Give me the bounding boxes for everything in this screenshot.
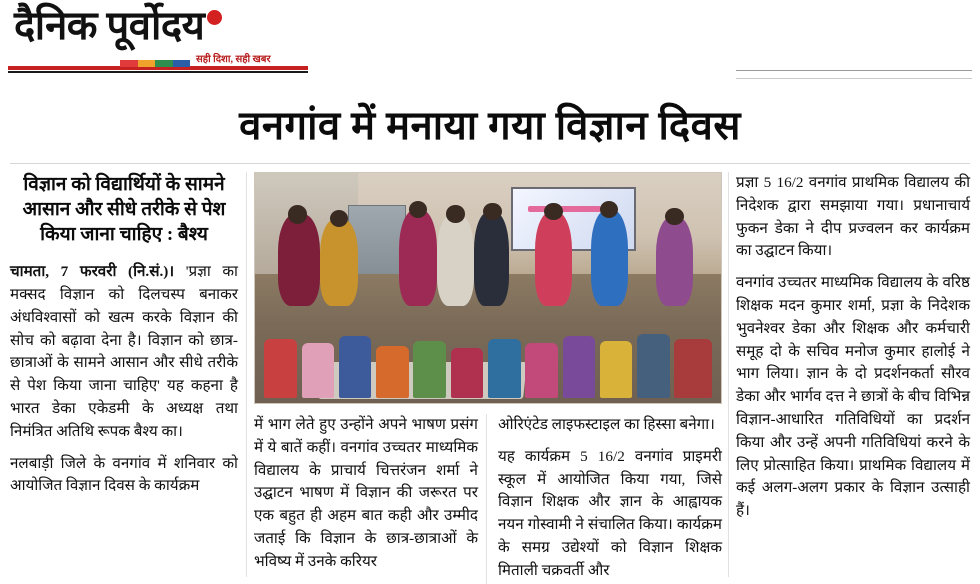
photo-child [451,348,484,399]
photo-person-head [544,203,563,220]
article-body [10,172,970,577]
photo-person-head [446,205,465,222]
masthead [0,0,980,72]
photo-child [339,336,372,398]
photo-person-head [665,208,684,225]
article-subheading: विज्ञान को विद्यार्थियों के सामने आसान और सीधे तरीके से पेश किया जाना चाहिए : बैश्य [22,174,226,246]
lede-text: 'प्रज्ञा का मक्सद विज्ञान को दिलचस्प बनाकर अंधविश्वासों को खत्म करके विज्ञान की सोच को बढ़ावा देना है। विज्ञान को छात्र-छात्राओं के सामने आसान और सीधे तरीके से पेश किया जाना चाहिए' यह कहना है भारत डेका एकेडमी के अध्यक्ष तथा निमंत्रित अतिथि रूपक बैश्य का। [10,263,238,440]
photo-person-head [288,205,308,223]
photo-child [600,341,633,399]
photo-child [525,343,558,398]
masthead-right-rule-secondary [736,78,972,79]
masthead-black-rule [8,71,308,73]
photo-child [264,339,297,399]
headline-divider [10,163,970,164]
logo-dot-icon [207,10,222,25]
photo-child [413,341,446,399]
mid-paragraph-a: में भाग लेते हुए उन्होंने अपने भाषण प्रसंग में ये बातें कहीं। वनगांव उच्चतर माध्यमिक विद्यालय के प्राचार्य चित्तरंजन शर्मा ने उद्घाटन भाषण में विज्ञान की जरूरत पर एक बहुत ही अहम बात कही और उम्मीद जताई कि विज्ञान के छात्र-छात्राओं के भविष्य में उनके करियर [254,416,478,570]
masthead-tagline: सही दिशा, सही खबर [196,54,271,65]
masthead-color-swatches [120,60,190,67]
photo-child [488,339,521,399]
photo-child [302,343,335,398]
column-divider-left [246,172,247,577]
photo-person [278,214,320,306]
photo-person [437,214,474,306]
photo-person [474,212,509,306]
column-divider-right [728,172,729,577]
photo-person [591,210,628,307]
article-lede [10,261,238,443]
photo-person [320,219,357,306]
newspaper-logo-text: दैनिक पूर्वोदय [14,3,205,48]
mid-paragraph-b: ओरिएंटेड लाइफस्टाइल का हिस्सा बनेगा। [498,416,715,433]
right-paragraph-1: प्रज्ञा 5 16/2 वनगांव प्राथमिक विद्यालय की निदेशक द्वारा समझाया गया। प्रधानाचार्य फुकन डेका ने दीप प्रज्वलन कर कार्यक्रम का उद्घाटन किया। [736,174,970,260]
masthead-right-rule [736,70,972,71]
photo-child [563,336,596,398]
mid-paragraph-b2: यह कार्यक्रम 5 16/2 वनगांव प्राइमरी स्कूल में आयोजित किया गया, जिसे विज्ञान शिक्षक और ज्ञान के आह्वायक नयन गोस्वामी ने संचालित किया। कार्यक्रम के समग्र उद्येश्यों को विज्ञान शिक्षक मिताली चक्रवर्ती और [498,447,722,579]
left-paragraph-2: नलबाड़ी जिले के वनगांव में शनिवार को आयोजित विज्ञान दिवस के कार्यक्रम [10,454,238,495]
photo-child [376,346,409,399]
column-right [736,172,970,523]
article-photo [254,172,722,404]
newspaper-logo [14,3,222,48]
column-divider-mid [486,414,487,584]
photo-person [399,210,436,307]
dateline: चामता, 7 फरवरी (नि.सं.)। [10,263,175,281]
column-middle [254,172,722,579]
page-title: वनगांव में मनाया गया विज्ञान दिवस [239,103,741,148]
photo-person [535,212,572,306]
column-left [10,172,238,498]
photo-child [674,339,711,399]
photo-person [656,217,693,307]
right-paragraph-2: वनगांव उच्चतर माध्यमिक विद्यालय के वरिष्ठ शिक्षक मदन कुमार शर्मा, प्रज्ञा के निदेशक भुवनेश्वर डेका और शिक्षक और कर्मचारी समूह दो के सचिव मनोज कुमार हालोई ने भाग लिया। ज्ञान के दो प्रदर्शनकर्ता सौरव डेका और भार्गव दत्त ने छात्रों के बीच विभिन्न विज्ञान-आधारित गतिविधियों का प्रदर्शन किया और उन्हें अपनी गतिविधियां करने के लिए प्रोत्साहित किया। प्राथमिक विद्यालय में कई अलग-अलग प्रकार के विज्ञान उत्साही हैं। [736,274,970,520]
photo-child [637,334,670,398]
